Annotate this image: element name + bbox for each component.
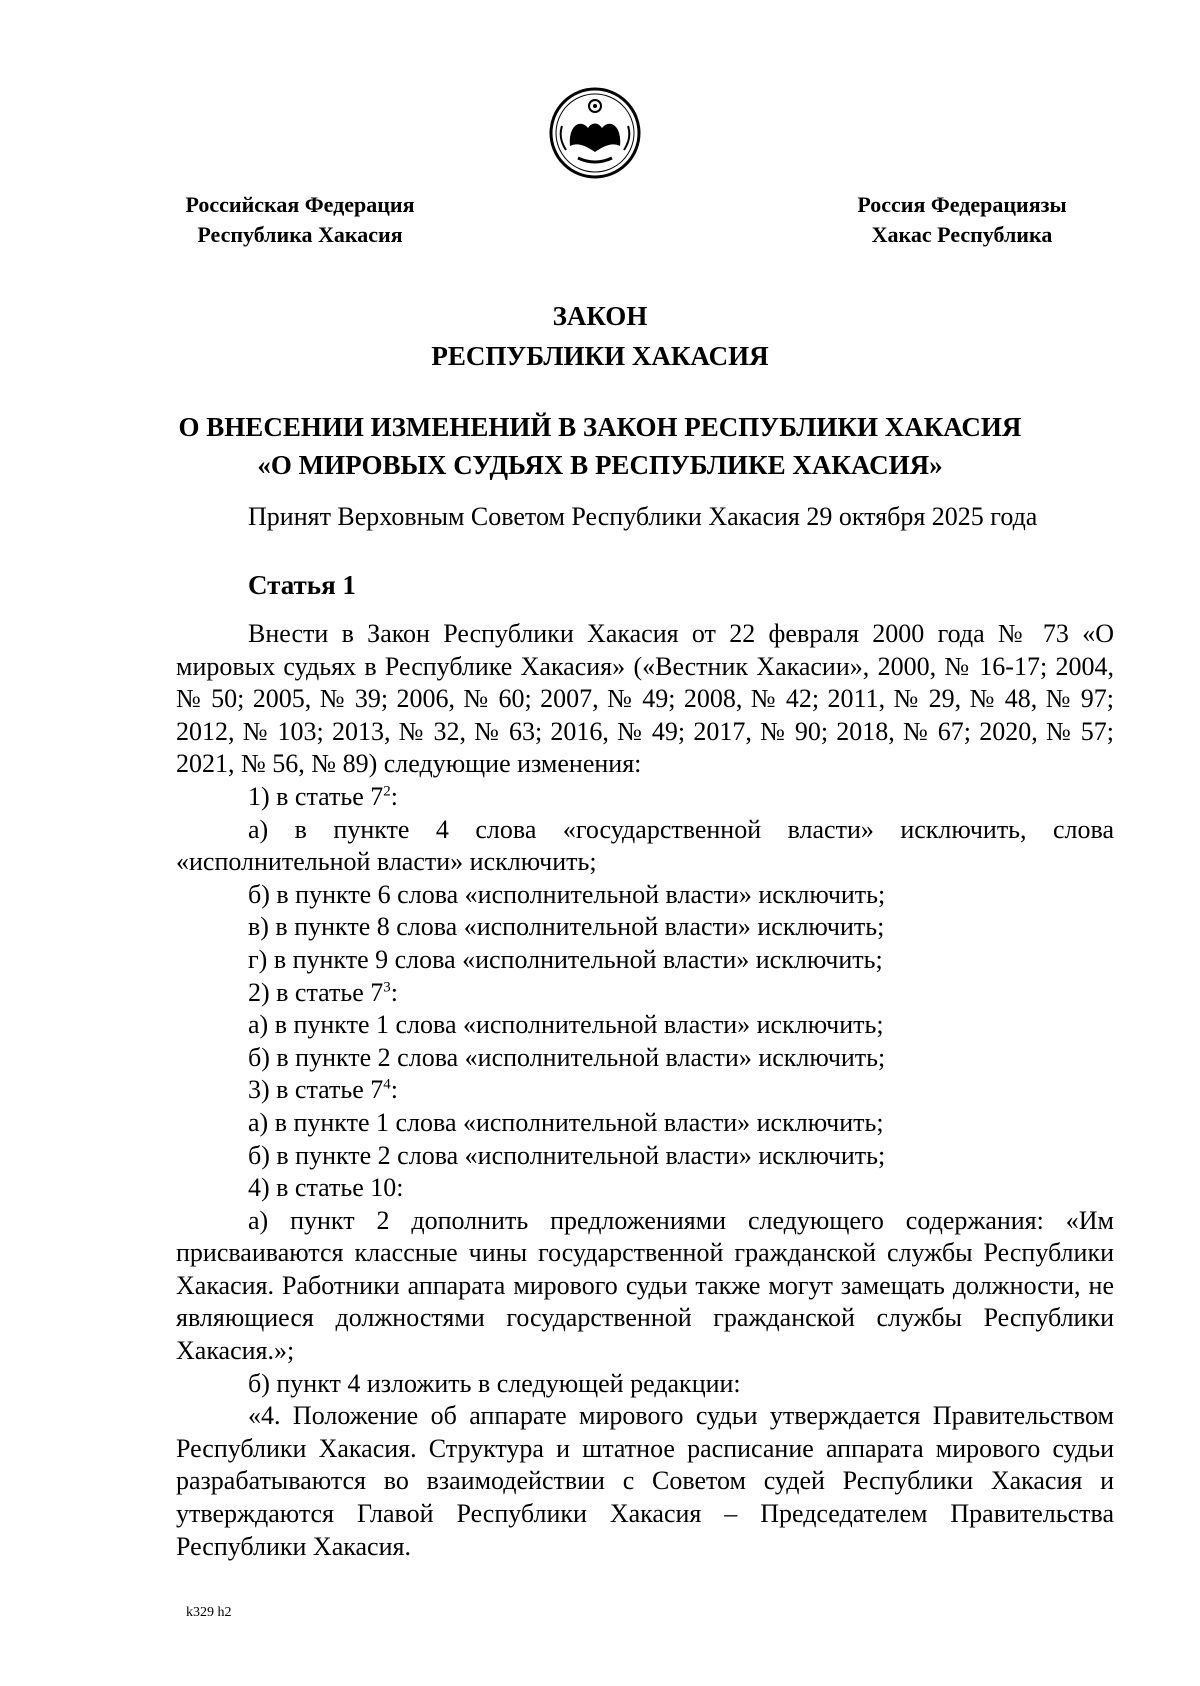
header-left-line2: Республика Хакасия — [197, 222, 403, 247]
item-1g: г) в пункте 9 слова «исполнительной власти» исключить; — [248, 944, 883, 974]
header-left-line1: Российская Федерация — [185, 192, 415, 217]
article-intro: Внести в Закон Республики Хакасия от 22 февраля 2000 года № 73 «О мировых судьях в Республике Хакасия» («Вестник Хакасии», 2000, № 16-17; 2004, № 50; 2005, № 39; 2006, № 60; 2007, № 49; 2008, № 42; 2011, № 29, № 48, № 97; 2012, № 103; 2013, № 32, № 63; 2016, № 49; 2017, № 90; 2018, № 67; 2020, № 57; 2021, № 56, № 89) следующие изменения: — [176, 619, 1114, 779]
law-title — [0, 296, 1200, 376]
article-title: Статья 1 — [248, 570, 356, 600]
item-1a: а) в пункте 4 слова «государственной власти» исключить, слова «исполнительной власти» исключить; — [176, 814, 1114, 877]
law-title-line2: РЕСПУБЛИКИ ХАКАСИЯ — [431, 341, 769, 371]
header-right-line2: Хакас Республика — [871, 222, 1053, 247]
item-4b: б) пункт 4 изложить в следующей редакции: — [248, 1368, 741, 1398]
item-2a: а) в пункте 1 слова «исполнительной власти» исключить; — [248, 1010, 884, 1040]
footer-document-code: k329 h2 — [186, 1605, 232, 1620]
law-title-line1: ЗАКОН — [552, 301, 648, 331]
item-4-heading: 4) в статье 10: — [248, 1173, 404, 1203]
item-2b: б) в пункте 2 слова «исполнительной власти» исключить; — [248, 1042, 886, 1072]
header-right — [832, 190, 1092, 250]
item-3a: а) в пункте 1 слова «исполнительной власти» исключить; — [248, 1107, 884, 1137]
item-2-heading: 2) в статье $7^3$: — [248, 977, 399, 1007]
item-1-heading: 1) в статье $7^2$: — [248, 781, 399, 811]
header-right-line1: Россия Федерациязы — [857, 192, 1067, 217]
coat-of-arms-emblem — [548, 86, 642, 180]
article-body — [176, 618, 1114, 1563]
adoption-note: Принят Верховным Советом Республики Хакасия 29 октября 2025 года — [248, 502, 1038, 531]
law-subject-line2: «О МИРОВЫХ СУДЬЯХ В РЕСПУБЛИКЕ ХАКАСИЯ» — [257, 450, 943, 480]
item-1v: в) в пункте 8 слова «исполнительной власти» исключить; — [248, 912, 885, 942]
law-subject-line1: О ВНЕСЕНИИ ИЗМЕНЕНИЙ В ЗАКОН РЕСПУБЛИКИ ХАКАСИЯ — [178, 412, 1022, 442]
law-subject — [0, 408, 1200, 484]
header-left — [170, 190, 430, 250]
item-4a: а) пункт 2 дополнить предложениями следующего содержания: «Им присваиваются классные чины государственной гражданской службы Республики Хакасия. Работники аппарата мирового судьи также могут замещать должности, не являющиеся должностями государственной гражданской службы Республики Хакасия.»; — [176, 1205, 1114, 1366]
item-4b-text: «4. Положение об аппарате мирового судьи утверждается Правительством Республики Хакасия. Структура и штатное расписание аппарата мирового судьи разрабатываются во взаимодействии с Советом судей Республики Хакасия и утверждаются Главой Республики Хакасия – Председателем Правительства Республики Хакасия. — [176, 1401, 1114, 1561]
item-3-heading: 3) в статье $7^4$: — [248, 1075, 399, 1105]
item-3b: б) в пункте 2 слова «исполнительной власти» исключить; — [248, 1140, 886, 1170]
item-1b: б) в пункте 6 слова «исполнительной власти» исключить; — [248, 879, 886, 909]
